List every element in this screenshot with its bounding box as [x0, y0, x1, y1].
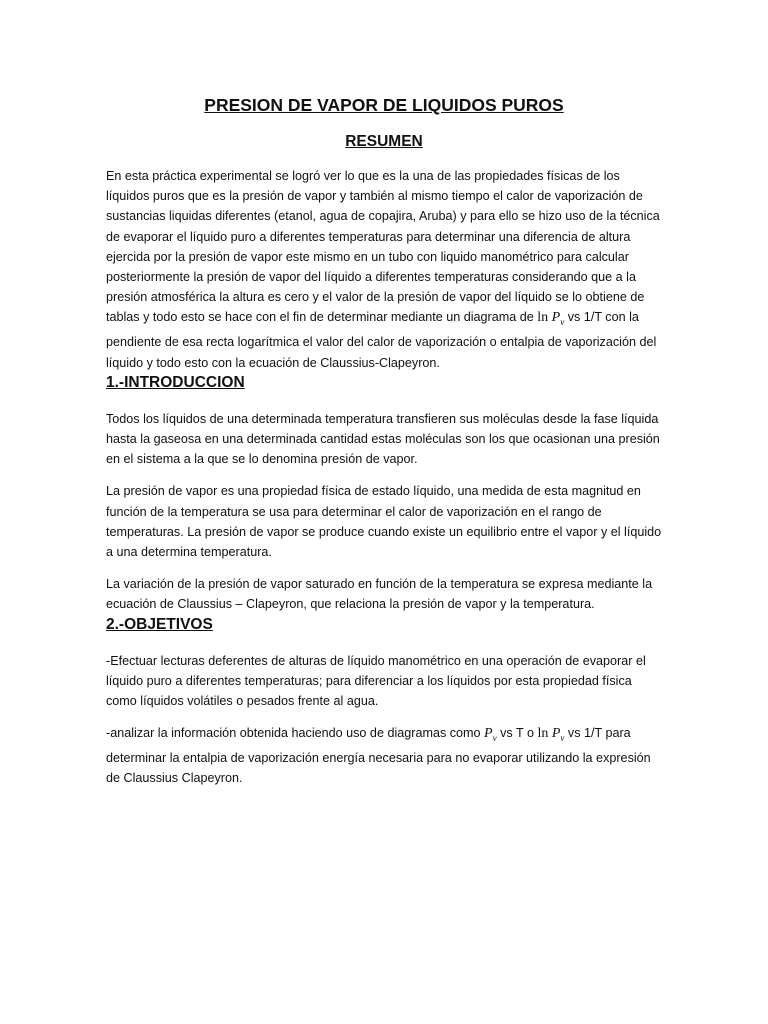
objetivos-text-end: vs 1/T para determinar la entalpia de vaporización energía necesaria para no evaporar utilizando la expresión de Claussius Clapeyron. [106, 726, 651, 786]
ln-pv-formula-2: $\ln P_v$ [537, 726, 565, 744]
resumen-paragraph [106, 166, 662, 373]
objetivos-paragraph-1: -Efectuar lecturas deferentes de alturas de líquido manométrico en una operación de evaporar el líquido puro a diferentes temperaturas; para diferenciar a los líquidos por esta propiedad física como líquidos volátiles o pesados frente al agua. [106, 653, 646, 709]
resumen-text-start: En esta práctica experimental se logró ver lo que es la una de las propiedades físicas de los líquidos puros que es la presión de vapor y también al mismo tiempo el calor de vaporización de sustancias liquidas diferentes (etanol, agua de copajira, Aruba) y para ello se hizo uso de la técnica de evaporar el líquido puro a diferentes temperaturas para determinar una diferencia de altura ejercida por la presión de vapor este mismo en un tubo con liquido manométrico para calcular posteriormente la presión de vapor del líquido a diferentes temperaturas considerando que a la presión atmosférica la altura es cero y el valor de la presión de vapor del líquido se lo obtiene de tablas y todo esto se hace con el fin de determinar mediante un diagrama de [106, 169, 660, 325]
objetivos-text-start: -analizar la información obtenida haciendo uso de diagramas como [106, 726, 481, 741]
document-body [106, 94, 662, 789]
resumen-heading: RESUMEN [345, 133, 423, 150]
introduccion-paragraph-3: La variación de la presión de vapor saturado en función de la temperatura se expresa mediante la ecuación de Claussius – Clapeyron, que relaciona la presión de vapor y la temperatura. [106, 577, 653, 612]
ln-pv-formula: $\ln P_v$ [537, 310, 565, 328]
introduccion-paragraph-2: La presión de vapor es una propiedad física de estado líquido, una medida de esta magnitud en función de la temperatura se usa para determinar el calor de vaporización en el rango de temperaturas. La presión de vapor se produce cuando existe un equilibrio entre el vapor y el líquido a una determina temperatura. [106, 484, 662, 560]
objetivos-text-mid: vs T o [500, 726, 534, 741]
objetivos-heading: 2.-OBJETIVOS [106, 615, 213, 633]
pv-formula: $P_v$ [484, 726, 497, 744]
document-title: PRESION DE VAPOR DE LIQUIDOS PUROS [204, 95, 564, 115]
introduccion-heading: 1.-INTRODUCCION [106, 373, 245, 391]
resumen-text-end: vs 1/T con la pendiente de esa recta logarítmica el valor del calor de vaporización o entalpia de vaporización del líquido y todo esto con la ecuación de Claussius-Clapeyron. [106, 310, 657, 370]
objetivos-paragraph-2 [106, 723, 662, 788]
introduccion-paragraph-1: Todos los líquidos de una determinada temperatura transfieren sus moléculas desde la fase líquida hasta la gaseosa en una determinada cantidad estas moléculas son los que ocasionan una presión en el sistema a la que se lo denomina presión de vapor. [106, 411, 660, 467]
